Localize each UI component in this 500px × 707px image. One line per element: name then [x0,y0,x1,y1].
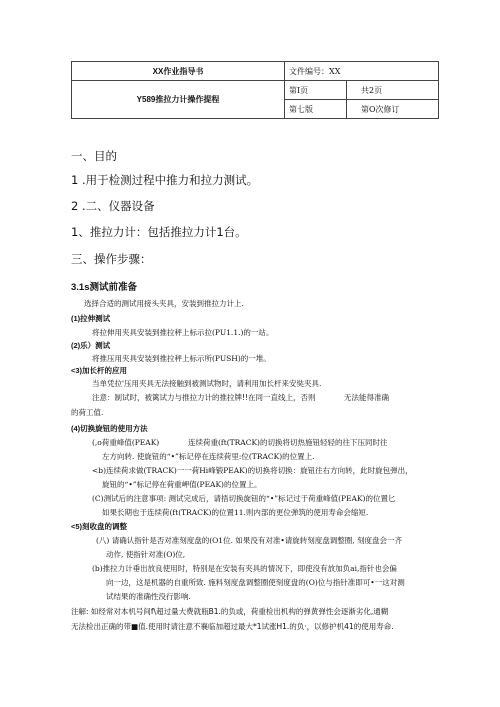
section-steps: 三、操作步骤： [71,252,152,266]
note-line: 无法能得准确 [344,393,389,402]
body-line: (1)拉伸测试 [71,314,111,323]
purpose-text: 1 .用于检测过程中推力和拉力测试。 [71,173,259,187]
body-line: (4)切换旋钮的使用方法 [71,424,148,433]
subsection-prep: 3.1s测试前准备 [71,282,137,293]
body-line: <3)加长杆的应用 [71,366,128,375]
body-line: 连续荷重(ft(TRACK)的切换将切热施钮轻轻的往下压同时往 [188,438,388,447]
note-line: 的荷工值. [71,408,104,417]
edition: 第七版 [285,100,347,119]
body-line: <b)连续荷求做(TRACK)一一荷Hi峰锻PEAK)的切换将切换：旋钮往右方向转，此时旋包弹出， [92,466,413,475]
header-table [71,61,439,119]
procedure-title: Y589推拉力计操作提程 [72,81,285,119]
body-line: (2)乐）测试 [71,341,111,350]
page-number: 第Ⅰ页 [285,81,347,100]
footnote-line: 注解: 如经常对本机号间f\超过量大费就瓶B1.的负或，荷重检出机构的弹黄弹性会逐渐劣化,通糊 [71,607,389,616]
body-line: 选择合适的测试用接头夹具，安装到推拉力计上. [84,299,244,308]
body-line: (b)推拉力计垂出放良使用时，特别是在安装有夹具的情况下，即使没有放加负ai,指针也会偏 [92,564,397,573]
body-line: 左方向转. 使旋钮的“•”标记停在连续荷里:位(TRACK)的位置上. [102,452,315,461]
doc-number: 文件编号：XX [285,62,439,81]
body-line: 当单凭拉'压用夹具无法接触到被测试物时，请利用加长杆来安奘夹具. [92,379,322,388]
body-line: (八) 请确认指针是否对准刻度盘的(O1位. 如果没有对准•请旋转刻度盘调整圈, 刻度盘会一齐 [96,536,403,545]
body-line: <5)刻收盘的调整 [71,522,128,531]
doc-title: XX作业指导书 [72,62,285,81]
equipment-text: 1、推拉力计：包括推拉力计1台。 [71,225,247,239]
revision: 第O次修订 [347,100,439,119]
body-line: 试结果的准确性没行影响. [106,592,191,601]
body-line: 动作, 使指针对准(O)位, [106,550,186,559]
body-line: 将推压用夹具安装到推拉秤上标示所(PUSH)的一堆。 [92,354,271,363]
section-equipment: 2 .二、仪器设备 [71,199,155,213]
body-line: 旋钮的“•”标记停在荷重岬值(PEAK)的位置上。 [102,480,262,489]
page-total: 共2页 [347,81,439,100]
body-line: 将拉伸用夹具安装到推拉秤上标示拉(PU1.1.)的一站。 [92,328,274,337]
body-line: (,o荷重峰值(PEAK) [92,438,160,447]
body-line: 如果长期也于连续荷(ft(TRACK)的位置11.则内部的更位弹筑的使用寿命会缩短. [102,508,369,517]
section-purpose: 一、目的 [71,149,117,163]
footnote-line: 无法检出正确的带■值.使用时请注意不襄临加超过最大*1试涨H1.的负·，以修护机41的使用寿命. [71,622,394,631]
note-line: 注意：制试时，被篱试力与推拉力计的推拉牌!!在同一直线上，否则 [92,393,316,402]
body-line: 向一边，这是机器的自重所致. 施料刻度盘调整圈使刻度盘的(O)位与指针准即可•一这对测 [106,578,405,587]
body-line: (C)测试后的注意事项: 测试完成后，请捂切换旋钮的“•”标记过于荷重峰值(PEAK)的位置匕 [92,494,396,503]
